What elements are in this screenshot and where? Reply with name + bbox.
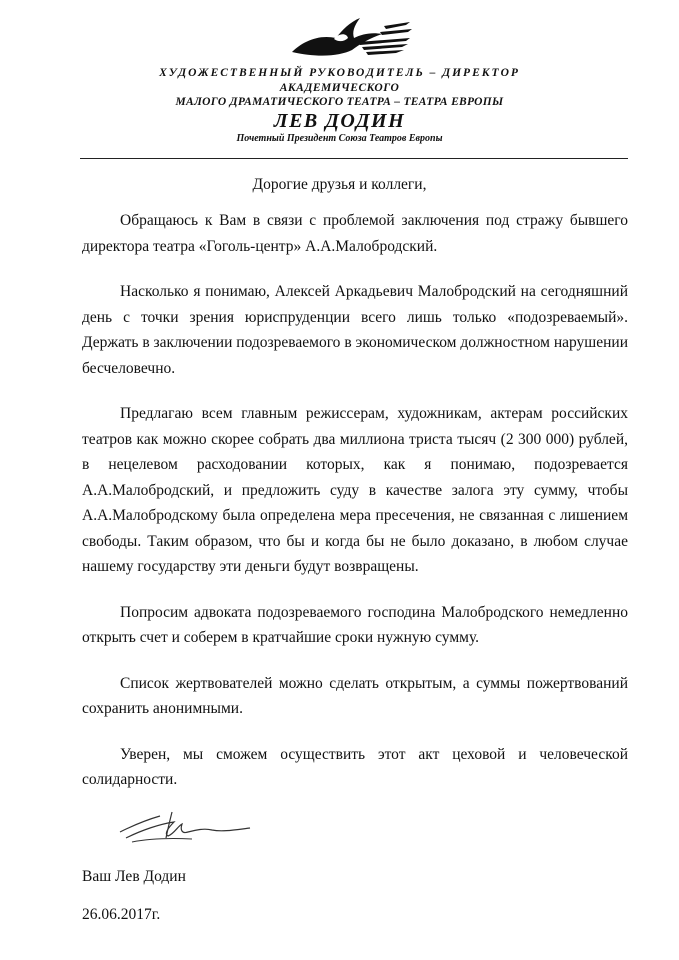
letterhead-divider [80,158,628,159]
body-paragraph: Уверен, мы сможем осуществить этот акт цеховой и человеческой солидарности. [82,745,628,788]
letter-greeting: Дорогие друзья и коллеги, [252,176,427,193]
theatre-name-line-2: МАЛОГО ДРАМАТИЧЕСКОГО ТЕАТРА – ТЕАТРА ЕВРОПЫ [175,96,504,108]
body-paragraph: Попросим адвоката подозреваемого господина Малобродского немедленно открыть счет и соберем в кратчайшие сроки нужную сумму. [82,603,628,646]
letter-date: 26.06.2017г. [82,906,161,923]
body-paragraph: Предлагаю всем главным режиссерам, художникам, актерам российских театров как можно скорее собрать два миллиона триста тысяч (2 300 000) рублей, в нецелевом расходовании которых, как я понимаю, подозревается А.А.Малобродский, и предложить суду в качестве залога эту сумму, чтобы А.А.Малобродскому была определена мера пресечения, не связанная с лишением свободы. Таким образом, что бы и когда бы не было доказано, в любом случае нашему государству эти деньги будут возвращены. [82,405,628,575]
letter-body [82,208,628,813]
author-name-heading: ЛЕВ ДОДИН [273,110,406,132]
letter-closing: Ваш Лев Додин [82,868,186,885]
signature-icon [112,808,262,848]
body-paragraph: Список жертвователей можно сделать открытым, а суммы пожертвований сохранить анонимными. [82,674,628,717]
theatre-name-line-1: АКАДЕМИЧЕСКОГО [279,82,400,94]
honorary-title: Почетный Президент Союза Театров Европы [236,133,443,144]
body-paragraph: Насколько я понимаю, Алексей Аркадьевич Малобродский на сегодняшний день с точки зрения юриспруденции всего лишь только «подозреваемый». Держать в заключении подозреваемого в экономическом должностном нарушении бесчеловечно. [82,283,628,377]
director-position-line: ХУДОЖЕСТВЕННЫЙ РУКОВОДИТЕЛЬ – ДИРЕКТОР [159,67,520,79]
theatre-logo-icon [288,12,413,64]
body-paragraph: Обращаюсь к Вам в связи с проблемой заключения под стражу бывшего директора театра «Гоголь-центр» А.А.Малобродский. [82,212,628,255]
